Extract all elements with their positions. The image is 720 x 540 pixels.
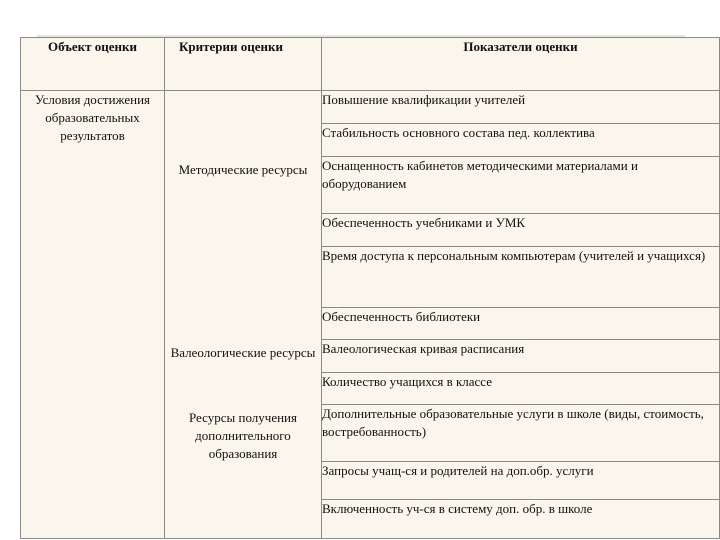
indicator-cell: Валеологическая кривая расписания [322, 340, 720, 373]
indicator-cell: Время доступа к персональным компьютерам (учителей и учащихся) [322, 247, 720, 308]
indicator-cell: Дополнительные образовательные услуги в школе (виды, стоимость, востребованность) [322, 405, 720, 462]
header-object: Объект оценки [21, 38, 165, 91]
indicator-cell: Количество учащихся в классе [322, 373, 720, 405]
criterion-valeological: Валеологические ресурсы [165, 340, 322, 405]
indicator-cell: Стабильность основного состава пед. коллектива [322, 124, 720, 157]
assessment-table [20, 37, 720, 539]
indicator-cell: Обеспеченность библиотеки [322, 308, 720, 340]
table-row [21, 91, 720, 124]
criterion-methodological: Методические ресурсы [165, 91, 322, 340]
indicator-cell: Обеспеченность учебниками и УМК [322, 214, 720, 247]
criterion-additional-education: Ресурсы получения дополнительного образования [165, 405, 322, 539]
header-row [21, 38, 720, 91]
indicator-cell: Оснащенность кабинетов методическими материалами и оборудованием [322, 157, 720, 214]
header-criteria: Критерии оценки [165, 38, 322, 91]
indicator-cell: Запросы учащ-ся и родителей на доп.обр. услуги [322, 462, 720, 500]
object-cell: Условия достижения образовательных результатов [21, 91, 165, 539]
indicator-cell: Повышение квалификации учителей [322, 91, 720, 124]
indicator-cell: Включенность уч-ся в систему доп. обр. в школе [322, 500, 720, 539]
header-indicators: Показатели оценки [322, 38, 720, 91]
